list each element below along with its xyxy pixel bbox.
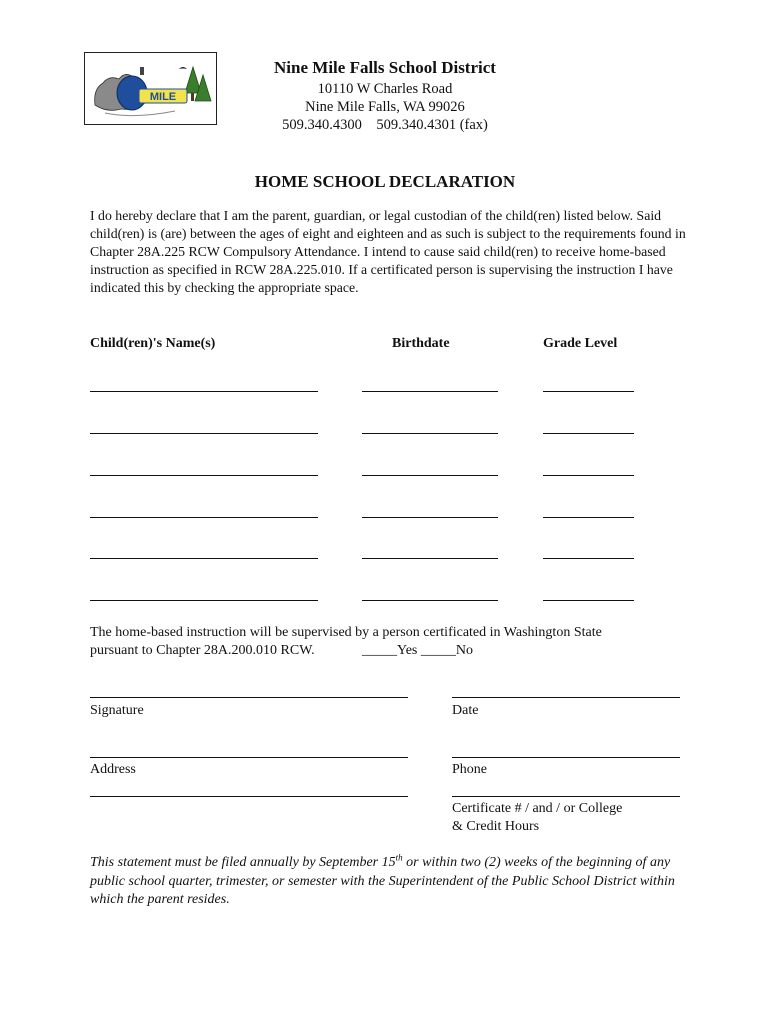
- child-name-field[interactable]: [90, 517, 318, 518]
- certificate-label: Certificate # / and / or College: [452, 801, 623, 816]
- address-line-1: 10110 W Charles Road: [317, 81, 453, 97]
- birthdate-field[interactable]: [362, 433, 498, 434]
- district-name: Nine Mile Falls School District: [274, 58, 496, 77]
- grade-level-field[interactable]: [543, 600, 634, 601]
- column-header-grade: Grade Level: [543, 336, 618, 351]
- supervision-statement-rcw: pursuant to Chapter 28A.200.010 RCW.: [90, 643, 315, 658]
- signature-field[interactable]: [90, 697, 408, 698]
- birthdate-field[interactable]: [362, 475, 498, 476]
- certificate-field[interactable]: [452, 796, 680, 797]
- yes-no-checkbox-lines[interactable]: _____Yes _____No: [362, 643, 473, 658]
- birthdate-field[interactable]: [362, 517, 498, 518]
- column-header-birthdate: Birthdate: [392, 336, 450, 351]
- address-line-2: Nine Mile Falls, WA 99026: [305, 99, 465, 115]
- logo-text: MILE: [149, 91, 177, 103]
- phone-label: Phone: [452, 762, 487, 777]
- declaration-paragraph: I do hereby declare that I am the parent, guardian, or legal custodian of the child(ren) listed below. Said child(ren) is (are) between the ages of eight and eighteen and as such is subject to the requirements found in Chapter 28A.225 RCW Compulsory Attendance. I intend to cause said child(ren) to receive home-based instruction as specified in RCW 28A.225.010. If a certificated person is supervising the instruction I have indicated this by checking the appropriate space.: [90, 208, 686, 295]
- grade-level-field[interactable]: [543, 433, 634, 434]
- grade-level-field[interactable]: [543, 391, 634, 392]
- logo-graphic: [85, 53, 216, 124]
- filing-instructions: [90, 854, 690, 910]
- child-name-field[interactable]: [90, 433, 318, 434]
- page-title: HOME SCHOOL DECLARATION: [254, 172, 516, 191]
- grade-level-field[interactable]: [543, 558, 634, 559]
- credit-hours-label: & Credit Hours: [452, 819, 540, 834]
- child-name-field[interactable]: [90, 391, 318, 392]
- date-label: Date: [452, 703, 479, 718]
- column-header-name: Child(ren)'s Name(s): [90, 336, 216, 351]
- phone-fax-line: 509.340.4300 509.340.4301 (fax): [282, 117, 488, 133]
- signature-label: Signature: [90, 703, 144, 718]
- birthdate-field[interactable]: [362, 391, 498, 392]
- supervision-statement: The home-based instruction will be supervised by a person certificated in Washington State: [90, 625, 602, 640]
- address-field[interactable]: [90, 757, 408, 758]
- child-name-field[interactable]: [90, 558, 318, 559]
- child-name-field[interactable]: [90, 600, 318, 601]
- birthdate-field[interactable]: [362, 558, 498, 559]
- filing-instructions-ordinal: th: [395, 852, 403, 863]
- district-logo: [84, 52, 217, 125]
- grade-level-field[interactable]: [543, 475, 634, 476]
- grade-level-field[interactable]: [543, 517, 634, 518]
- filing-instructions-start: This statement must be filed annually by September 15: [90, 855, 396, 870]
- date-field[interactable]: [452, 697, 680, 698]
- child-name-field[interactable]: [90, 475, 318, 476]
- filing-instructions-rest: or within two (2) weeks of the beginning of any public school quarter, trimester, or semester with the Superintendent of the Public School District within which the parent resides.: [90, 855, 675, 907]
- address-field-line-2[interactable]: [90, 796, 408, 797]
- address-label: Address: [90, 762, 136, 777]
- birthdate-field[interactable]: [362, 600, 498, 601]
- phone-field[interactable]: [452, 757, 680, 758]
